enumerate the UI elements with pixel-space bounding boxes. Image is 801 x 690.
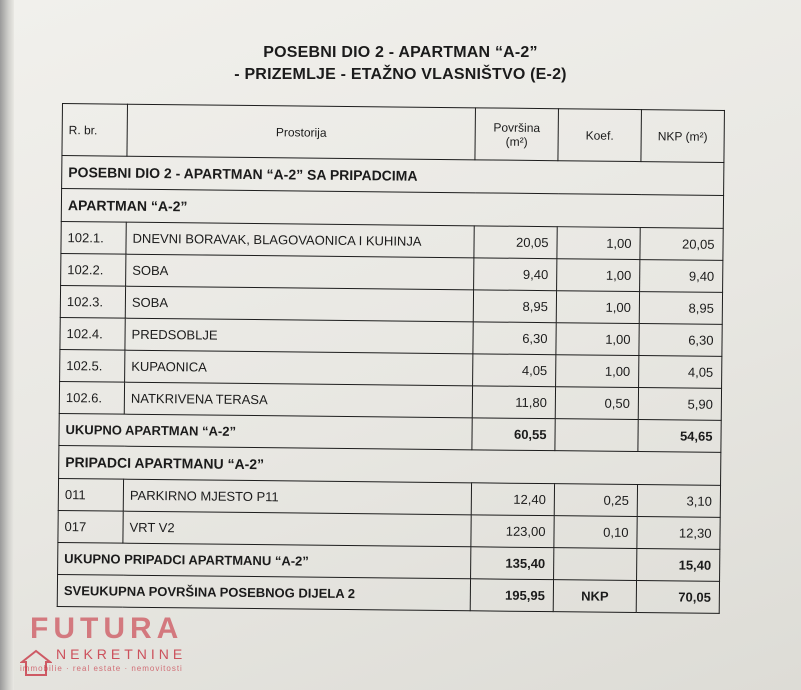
room-povrsina: 6,30 xyxy=(473,322,556,355)
pripadak-povrsina: 123,00 xyxy=(471,515,554,548)
room-nkp: 9,40 xyxy=(640,260,723,293)
pripadak-nkp: 12,30 xyxy=(637,517,720,550)
watermark-brand: FUTURA xyxy=(30,612,184,645)
grand-total-nkp: 70,05 xyxy=(636,581,719,614)
grand-total-row xyxy=(57,574,719,613)
room-name: SOBA xyxy=(125,286,473,322)
room-code: 102.5. xyxy=(60,349,125,382)
futura-watermark-logo xyxy=(20,612,220,682)
pripadak-name: PARKIRNO MJESTO P11 xyxy=(123,479,471,515)
room-povrsina: 4,05 xyxy=(473,354,556,387)
pripadak-code: 011 xyxy=(58,478,123,511)
room-nkp: 6,30 xyxy=(639,324,722,357)
house-logo-icon xyxy=(20,648,52,678)
room-code: 102.3. xyxy=(60,285,125,318)
room-nkp: 5,90 xyxy=(638,388,721,421)
grand-total-label: SVEUKUPNA POVRŠINA POSEBNOG DIJELA 2 xyxy=(57,574,470,610)
area-table xyxy=(57,103,725,614)
room-code: 102.6. xyxy=(59,381,124,414)
header-koef: Koef. xyxy=(558,109,642,162)
room-code: 102.4. xyxy=(60,317,125,350)
header-prostorija: Prostorija xyxy=(127,104,476,160)
document-subtitle: - PRIZEMLJE - ETAŽNO VLASNIŠTVO (E-2) xyxy=(234,66,567,83)
pripadak-koef: 0,10 xyxy=(554,516,637,549)
room-name: NATKRIVENA TERASA xyxy=(124,382,472,418)
page-edge-shadow xyxy=(0,0,14,690)
room-povrsina: 8,95 xyxy=(473,290,556,323)
room-nkp: 20,05 xyxy=(640,228,723,261)
pripadak-povrsina: 12,40 xyxy=(471,483,554,516)
pripadak-name: VRT V2 xyxy=(123,511,471,547)
header-nkp: NKP (m²) xyxy=(641,110,725,163)
grand-total-nkp-label: NKP xyxy=(553,580,636,613)
room-povrsina: 9,40 xyxy=(474,258,557,291)
watermark-sub: NEKRETNINE xyxy=(56,646,187,662)
total-pripadci-povrsina: 135,40 xyxy=(471,547,554,580)
room-povrsina: 11,80 xyxy=(472,386,555,419)
section-apartman-label: APARTMAN “A-2” xyxy=(61,189,723,229)
room-koef: 1,00 xyxy=(556,291,639,324)
header-povrsina: Površina (m²) xyxy=(475,108,559,161)
total-pripadci-nkp: 15,40 xyxy=(637,549,720,582)
pripadak-code: 017 xyxy=(58,510,123,543)
watermark-tagline: immobilie · real estate · nemovitosti xyxy=(20,664,183,673)
room-name: DNEVNI BORAVAK, BLAGOVAONICA I KUHINJA xyxy=(126,222,474,258)
table-header-row xyxy=(62,104,725,163)
grand-total-povrsina: 195,95 xyxy=(470,579,553,612)
total-pripadci-label: UKUPNO PRIPADCI APARTMANU “A-2” xyxy=(58,542,471,578)
room-koef: 0,50 xyxy=(555,387,638,420)
total-pripadci-koef-empty xyxy=(554,548,637,581)
document-title: POSEBNI DIO 2 - APARTMAN “A-2” xyxy=(263,44,538,61)
room-name: PREDSOBLJE xyxy=(125,318,473,354)
section-main-label: POSEBNI DIO 2 - APARTMAN “A-2” SA PRIPADCIMA xyxy=(62,156,724,196)
room-koef: 1,00 xyxy=(556,355,639,388)
room-povrsina: 20,05 xyxy=(474,226,557,259)
pripadak-koef: 0,25 xyxy=(554,484,637,517)
room-name: SOBA xyxy=(126,254,474,290)
section-pripadci-label: PRIPADCI APARTMANU “A-2” xyxy=(59,445,721,485)
total-apartman-label: UKUPNO APARTMAN “A-2” xyxy=(59,413,472,449)
room-code: 102.2. xyxy=(61,253,126,286)
room-koef: 1,00 xyxy=(557,227,640,260)
total-apartman-povrsina: 60,55 xyxy=(472,418,555,451)
total-apartman-koef-empty xyxy=(555,419,638,452)
room-koef: 1,00 xyxy=(557,259,640,292)
room-nkp: 4,05 xyxy=(639,356,722,389)
room-name: KUPAONICA xyxy=(125,350,473,386)
total-apartman-nkp: 54,65 xyxy=(638,420,721,453)
header-rbr: R. br. xyxy=(62,104,128,157)
room-code: 102.1. xyxy=(61,221,126,254)
room-koef: 1,00 xyxy=(556,323,639,356)
room-nkp: 8,95 xyxy=(639,292,722,325)
pripadak-nkp: 3,10 xyxy=(637,485,720,518)
